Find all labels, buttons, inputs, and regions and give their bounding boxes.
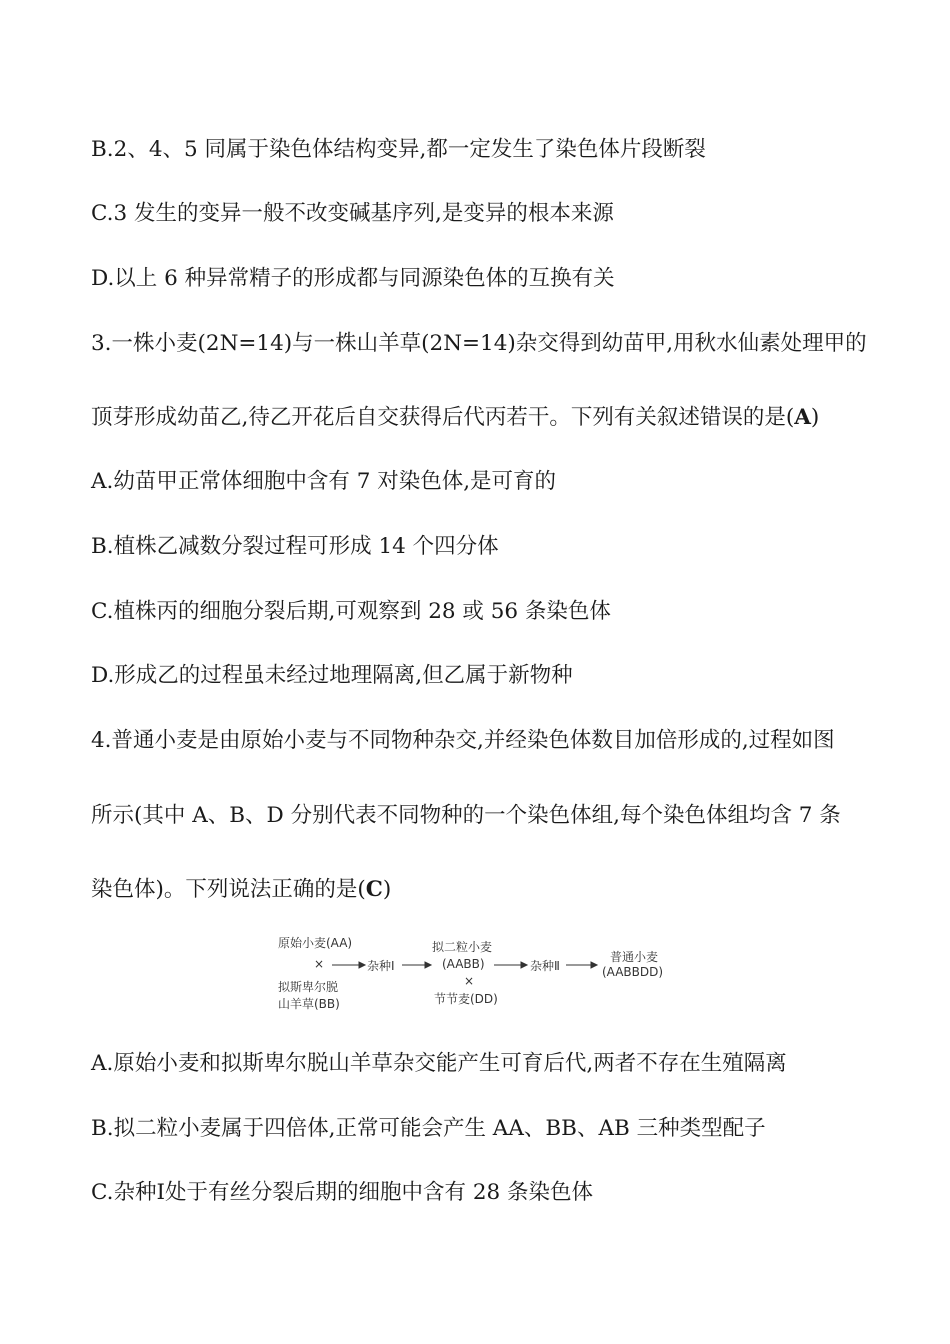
cross-symbol-2: × [464,974,475,988]
answer-q4: C [365,877,383,902]
option-3b: B.植株乙减数分裂过程可形成 14 个四分体 [91,534,499,559]
question-3-stem-2: 顶芽形成幼苗乙,待乙开花后自交获得后代丙若干。下列有关叙述错误的是(A) [91,405,820,430]
option-4b: B.拟二粒小麦属于四倍体,正常可能会产生 AA、BB、AB 三种类型配子 [91,1116,766,1141]
question-3-stem-1: 3.一株小麦(2N=14)与一株山羊草(2N=14)杂交得到幼苗甲,用秋水仙素处理甲的 [91,331,867,356]
parent-goatgrass-line1: 拟斯卑尔脱 [278,980,339,994]
option-2d: D.以上 6 种异常精子的形成都与同源染色体的互换有关 [91,266,615,291]
tetraploid-wheat-line1: 拟二粒小麦 [432,940,493,954]
diagram-arrows [272,930,692,1016]
option-3d: D.形成乙的过程虽未经过地理隔离,但乙属于新物种 [91,663,573,688]
question-4-stem-2: 所示(其中 A、B、D 分别代表不同物种的一个染色体组,每个染色体组均含 7 条 [91,803,841,828]
option-4c: C.杂种Ⅰ处于有丝分裂后期的细胞中含有 28 条染色体 [91,1180,594,1205]
option-3c: C.植株丙的细胞分裂后期,可观察到 28 或 56 条染色体 [91,599,611,624]
common-wheat-line2: (AABBDD) [602,965,664,979]
hybrid-1: 杂种Ⅰ [367,959,395,973]
question-4-stem-3: 染色体)。下列说法正确的是(C) [91,877,392,902]
hybrid-2: 杂种Ⅱ [530,959,560,973]
option-2b: B.2、4、5 同属于染色体结构变异,都一定发生了染色体片段断裂 [91,137,706,162]
tetraploid-wheat-line2: (AABB) [442,957,485,971]
question-4-stem-1: 4.普通小麦是由原始小麦与不同物种杂交,并经染色体数目加倍形成的,过程如图 [91,728,835,753]
wheat-origin-diagram [272,930,692,1016]
parent-tauschii: 节节麦(DD) [434,992,498,1006]
option-2c: C.3 发生的变异一般不改变碱基序列,是变异的根本来源 [91,201,614,226]
option-4a: A.原始小麦和拟斯卑尔脱山羊草杂交能产生可育后代,两者不存在生殖隔离 [91,1051,787,1076]
parent-original-wheat: 原始小麦(AA) [278,936,353,950]
answer-q3: A [794,405,811,430]
common-wheat-line1: 普通小麦 [610,950,659,964]
option-3a: A.幼苗甲正常体细胞中含有 7 对染色体,是可育的 [91,469,557,494]
cross-symbol-1: × [314,957,325,971]
parent-goatgrass-line2: 山羊草(BB) [278,997,340,1011]
